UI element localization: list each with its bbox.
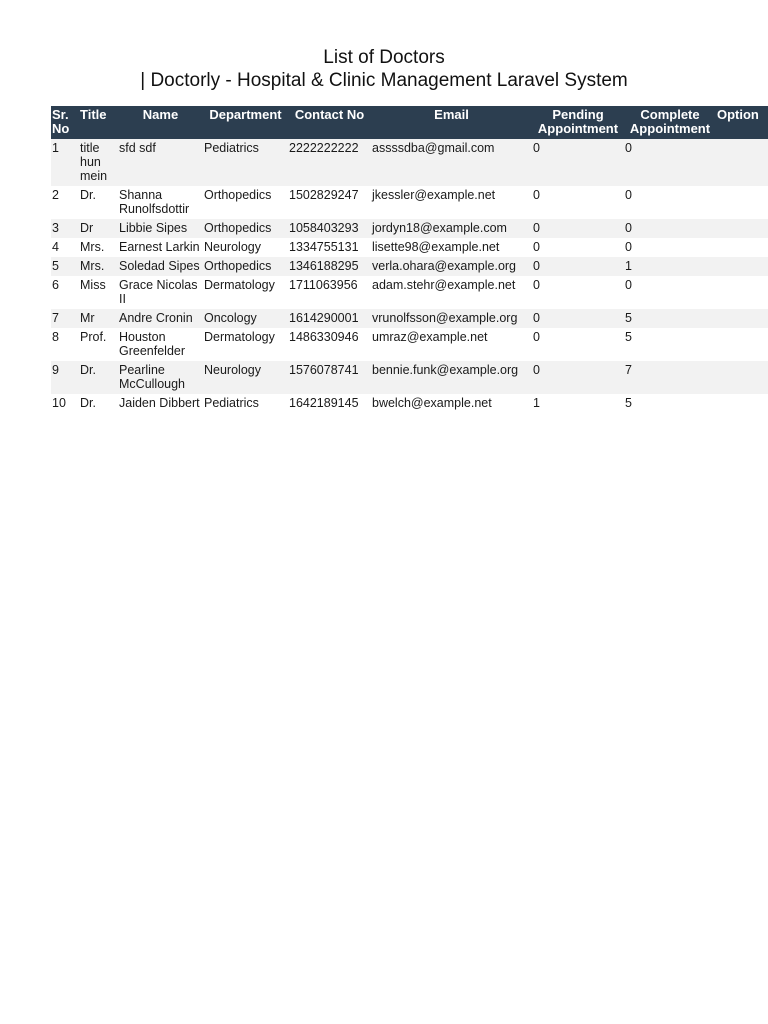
cell-option	[716, 219, 768, 238]
cell-email: lisette98@example.net	[371, 238, 532, 257]
cell-sr-no: 4	[51, 238, 79, 257]
cell-department: Dermatology	[203, 276, 288, 309]
table-row	[51, 219, 768, 238]
title-line-2: | Doctorly - Hospital & Clinic Management Laravel System	[140, 70, 628, 91]
cell-pending-appointment: 0	[532, 328, 624, 361]
cell-title: Mrs.	[79, 257, 118, 276]
cell-department: Orthopedics	[203, 257, 288, 276]
cell-complete-appointment: 0	[624, 238, 716, 257]
cell-name: Grace Nicolas II	[118, 276, 203, 309]
cell-department: Orthopedics	[203, 186, 288, 219]
cell-email: jordyn18@example.com	[371, 219, 532, 238]
cell-contact-no: 1576078741	[288, 361, 371, 394]
cell-name: sfd sdf	[118, 139, 203, 186]
cell-email: adam.stehr@example.net	[371, 276, 532, 309]
cell-name: Jaiden Dibbert	[118, 394, 203, 413]
cell-sr-no: 2	[51, 186, 79, 219]
cell-pending-appointment: 0	[532, 309, 624, 328]
cell-pending-appointment: 0	[532, 186, 624, 219]
table-row	[51, 257, 768, 276]
cell-name: Pearline McCullough	[118, 361, 203, 394]
table-header-row	[51, 106, 768, 139]
cell-contact-no: 2222222222	[288, 139, 371, 186]
table-row	[51, 276, 768, 309]
doctors-table-container	[51, 106, 768, 413]
page-title	[0, 46, 768, 92]
cell-title: Miss	[79, 276, 118, 309]
cell-sr-no: 3	[51, 219, 79, 238]
cell-title: Dr	[79, 219, 118, 238]
cell-email: umraz@example.net	[371, 328, 532, 361]
cell-contact-no: 1642189145	[288, 394, 371, 413]
cell-complete-appointment: 0	[624, 219, 716, 238]
cell-pending-appointment: 0	[532, 219, 624, 238]
table-row	[51, 139, 768, 186]
table-row	[51, 309, 768, 328]
cell-contact-no: 1502829247	[288, 186, 371, 219]
cell-department: Neurology	[203, 238, 288, 257]
cell-name: Libbie Sipes	[118, 219, 203, 238]
cell-title: title hun mein	[79, 139, 118, 186]
cell-option	[716, 186, 768, 219]
cell-department: Pediatrics	[203, 139, 288, 186]
cell-option	[716, 139, 768, 186]
cell-option	[716, 257, 768, 276]
header-contact-no: Contact No	[288, 106, 371, 139]
cell-sr-no: 8	[51, 328, 79, 361]
table-row	[51, 186, 768, 219]
cell-department: Oncology	[203, 309, 288, 328]
cell-contact-no: 1346188295	[288, 257, 371, 276]
cell-complete-appointment: 5	[624, 309, 716, 328]
cell-title: Mrs.	[79, 238, 118, 257]
title-line-1: List of Doctors	[323, 47, 445, 68]
cell-option	[716, 328, 768, 361]
cell-department: Pediatrics	[203, 394, 288, 413]
table-row	[51, 238, 768, 257]
cell-sr-no: 9	[51, 361, 79, 394]
header-pending-appointment: Pending Appointment	[532, 106, 624, 139]
cell-option	[716, 276, 768, 309]
cell-pending-appointment: 0	[532, 257, 624, 276]
cell-contact-no: 1711063956	[288, 276, 371, 309]
cell-department: Dermatology	[203, 328, 288, 361]
cell-complete-appointment: 5	[624, 328, 716, 361]
cell-pending-appointment: 1	[532, 394, 624, 413]
cell-pending-appointment: 0	[532, 238, 624, 257]
table-row	[51, 394, 768, 413]
header-title: Title	[79, 106, 118, 139]
cell-complete-appointment: 7	[624, 361, 716, 394]
header-email: Email	[371, 106, 532, 139]
cell-title: Mr	[79, 309, 118, 328]
cell-contact-no: 1486330946	[288, 328, 371, 361]
cell-email: bwelch@example.net	[371, 394, 532, 413]
table-body	[51, 139, 768, 413]
table-row	[51, 361, 768, 394]
cell-name: Houston Greenfelder	[118, 328, 203, 361]
cell-complete-appointment: 0	[624, 186, 716, 219]
cell-department: Neurology	[203, 361, 288, 394]
cell-name: Soledad Sipes	[118, 257, 203, 276]
cell-department: Orthopedics	[203, 219, 288, 238]
cell-email: bennie.funk@example.org	[371, 361, 532, 394]
cell-title: Dr.	[79, 361, 118, 394]
cell-option	[716, 238, 768, 257]
cell-pending-appointment: 0	[532, 139, 624, 186]
cell-sr-no: 1	[51, 139, 79, 186]
table-row	[51, 328, 768, 361]
cell-complete-appointment: 5	[624, 394, 716, 413]
cell-name: Andre Cronin	[118, 309, 203, 328]
cell-sr-no: 5	[51, 257, 79, 276]
cell-email: assssdba@gmail.com	[371, 139, 532, 186]
cell-title: Prof.	[79, 328, 118, 361]
header-complete-appointment: Complete Appointment	[624, 106, 716, 139]
cell-option	[716, 309, 768, 328]
cell-email: verla.ohara@example.org	[371, 257, 532, 276]
cell-option	[716, 394, 768, 413]
cell-contact-no: 1334755131	[288, 238, 371, 257]
cell-complete-appointment: 1	[624, 257, 716, 276]
cell-email: vrunolfsson@example.org	[371, 309, 532, 328]
cell-sr-no: 7	[51, 309, 79, 328]
doctors-table	[51, 106, 768, 413]
cell-contact-no: 1058403293	[288, 219, 371, 238]
cell-option	[716, 361, 768, 394]
cell-pending-appointment: 0	[532, 361, 624, 394]
cell-name: Shanna Runolfsdottir	[118, 186, 203, 219]
cell-name: Earnest Larkin	[118, 238, 203, 257]
cell-contact-no: 1614290001	[288, 309, 371, 328]
cell-sr-no: 10	[51, 394, 79, 413]
cell-title: Dr.	[79, 186, 118, 219]
cell-sr-no: 6	[51, 276, 79, 309]
cell-title: Dr.	[79, 394, 118, 413]
cell-email: jkessler@example.net	[371, 186, 532, 219]
header-name: Name	[118, 106, 203, 139]
cell-complete-appointment: 0	[624, 276, 716, 309]
header-department: Department	[203, 106, 288, 139]
header-option: Option	[716, 106, 768, 139]
cell-pending-appointment: 0	[532, 276, 624, 309]
header-sr-no: Sr. No	[51, 106, 79, 139]
cell-complete-appointment: 0	[624, 139, 716, 186]
